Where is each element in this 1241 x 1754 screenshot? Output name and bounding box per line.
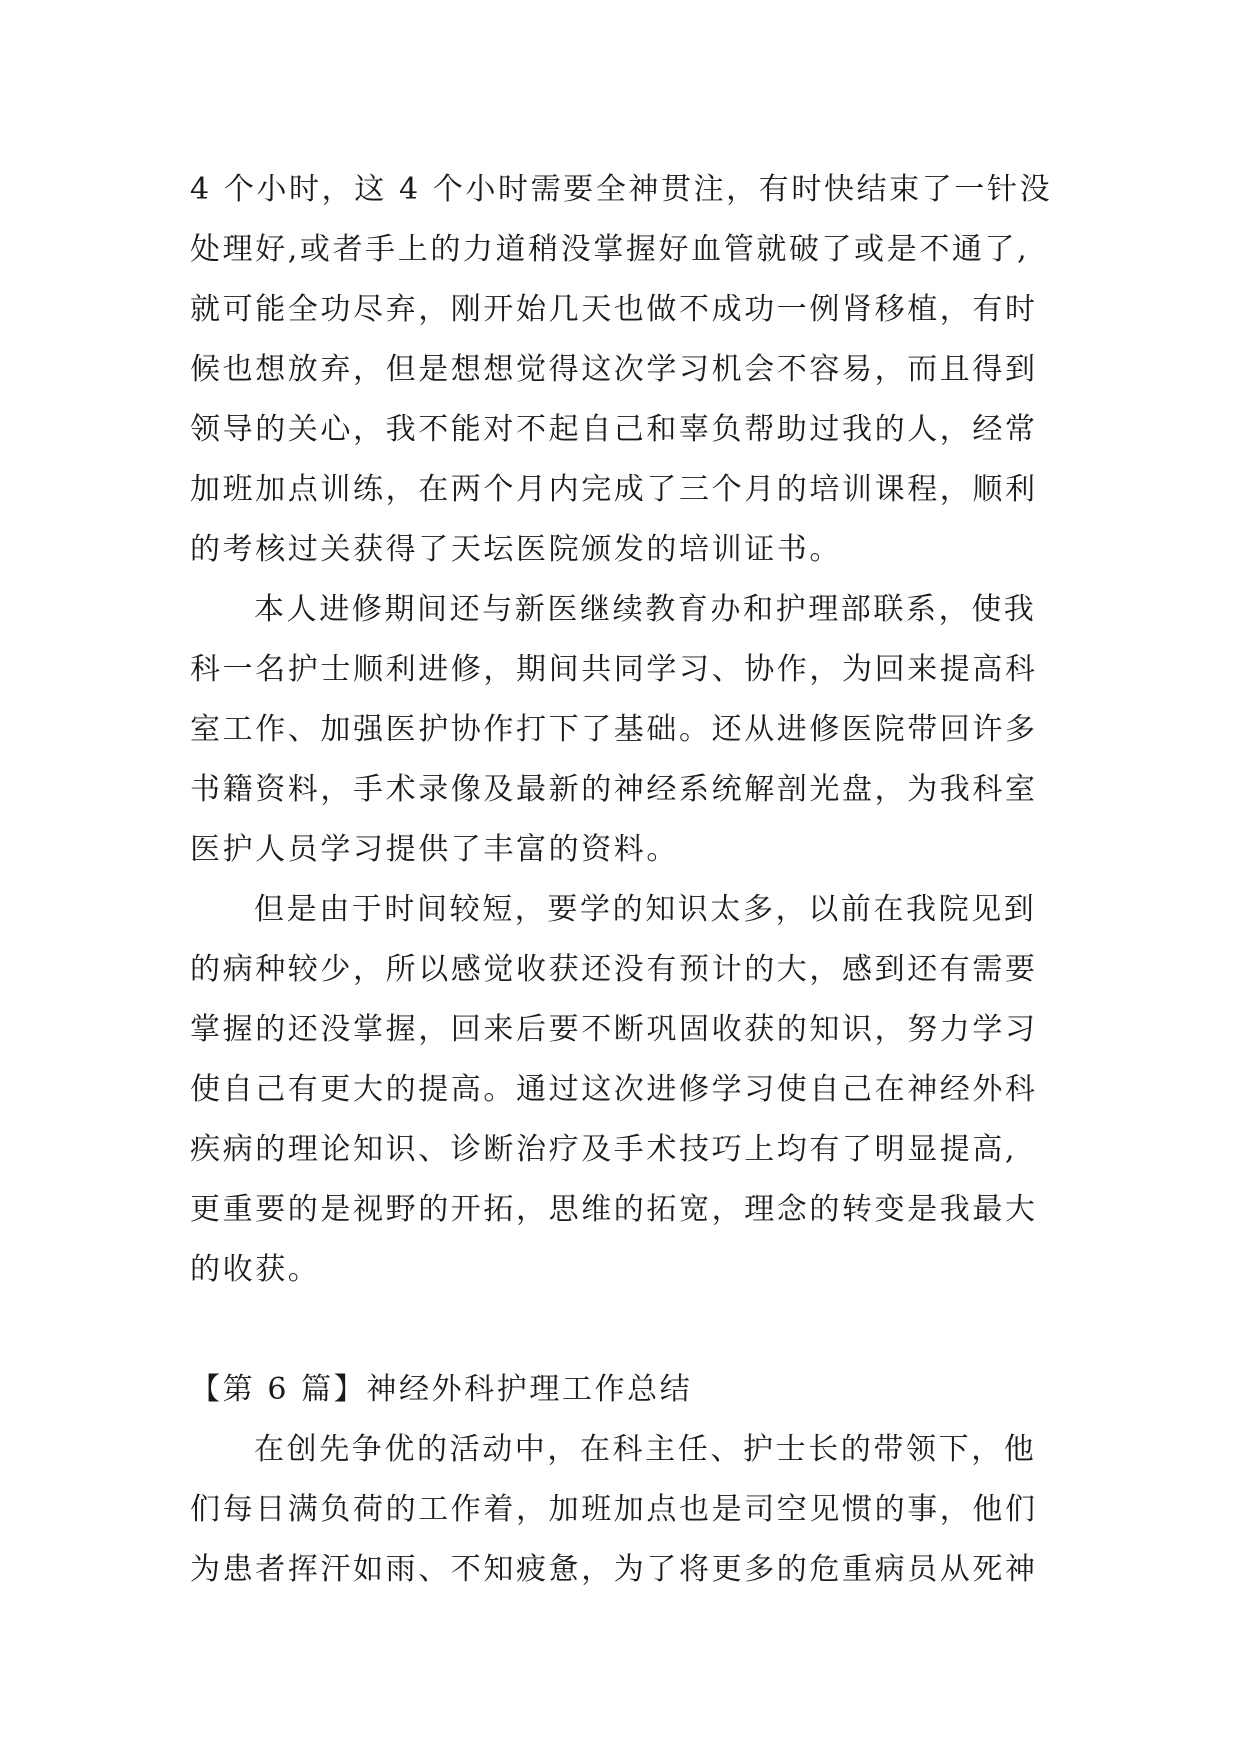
text-line: 们每日满负荷的工作着，加班加点也是司空见惯的事，他们 [190, 1492, 1038, 1527]
document-body [190, 160, 1070, 1600]
text-line: 加班加点训练，在两个月内完成了三个月的培训课程，顺利 [190, 472, 1038, 507]
text-line: 的病种较少，所以感觉收获还没有预计的大，感到还有需要 [190, 952, 1038, 987]
paragraph-3 [190, 880, 1070, 1300]
text-line: 在创先争优的活动中，在科主任、护士长的带领下，他 [254, 1432, 1037, 1467]
text-line: 领导的关心，我不能对不起自己和辜负帮助过我的人，经常 [190, 412, 1038, 447]
text-line: 室工作、加强医护协作打下了基础。还从进修医院带回许多 [190, 712, 1038, 747]
text-line: 科一名护士顺利进修，期间共同学习、协作，为回来提高科 [190, 652, 1038, 687]
text-line: 处理好,或者手上的力道稍没掌握好血管就破了或是不通了, [190, 232, 1030, 267]
text-line: 掌握的还没掌握，回来后要不断巩固收获的知识，努力学习 [190, 1012, 1038, 1047]
text-line: 但是由于时间较短，要学的知识太多，以前在我院见到 [254, 892, 1037, 927]
text-line: 的收获。 [190, 1252, 321, 1287]
paragraph-4 [190, 1420, 1070, 1600]
text-line: 的考核过关获得了天坛医院颁发的培训证书。 [190, 532, 842, 567]
text-line: 书籍资料，手术录像及最新的神经系统解剖光盘，为我科室 [190, 772, 1038, 807]
text-line: 本人进修期间还与新医继续教育办和护理部联系，使我 [254, 592, 1037, 627]
paragraph-1 [190, 160, 1070, 580]
text-line: 使自己有更大的提高。通过这次进修学习使自己在神经外科 [190, 1072, 1038, 1107]
text-line: 候也想放弃，但是想想觉得这次学习机会不容易，而且得到 [190, 352, 1038, 387]
section-heading: 【第 6 篇】神经外科护理工作总结 [190, 1372, 693, 1407]
text-line: 4 个小时，这 4 个小时需要全神贯注，有时快结束了一针没 [190, 172, 1053, 207]
text-line: 就可能全功尽弃，刚开始几天也做不成功一例肾移植，有时 [190, 292, 1038, 327]
text-line: 为患者挥汗如雨、不知疲惫，为了将更多的危重病员从死神 [190, 1552, 1038, 1587]
text-line: 更重要的是视野的开拓，思维的拓宽，理念的转变是我最大 [190, 1192, 1038, 1227]
section-spacer [190, 1300, 1070, 1360]
text-line: 疾病的理论知识、诊断治疗及手术技巧上均有了明显提高, [190, 1132, 1018, 1167]
paragraph-2 [190, 580, 1070, 880]
text-line: 医护人员学习提供了丰富的资料。 [190, 832, 679, 867]
